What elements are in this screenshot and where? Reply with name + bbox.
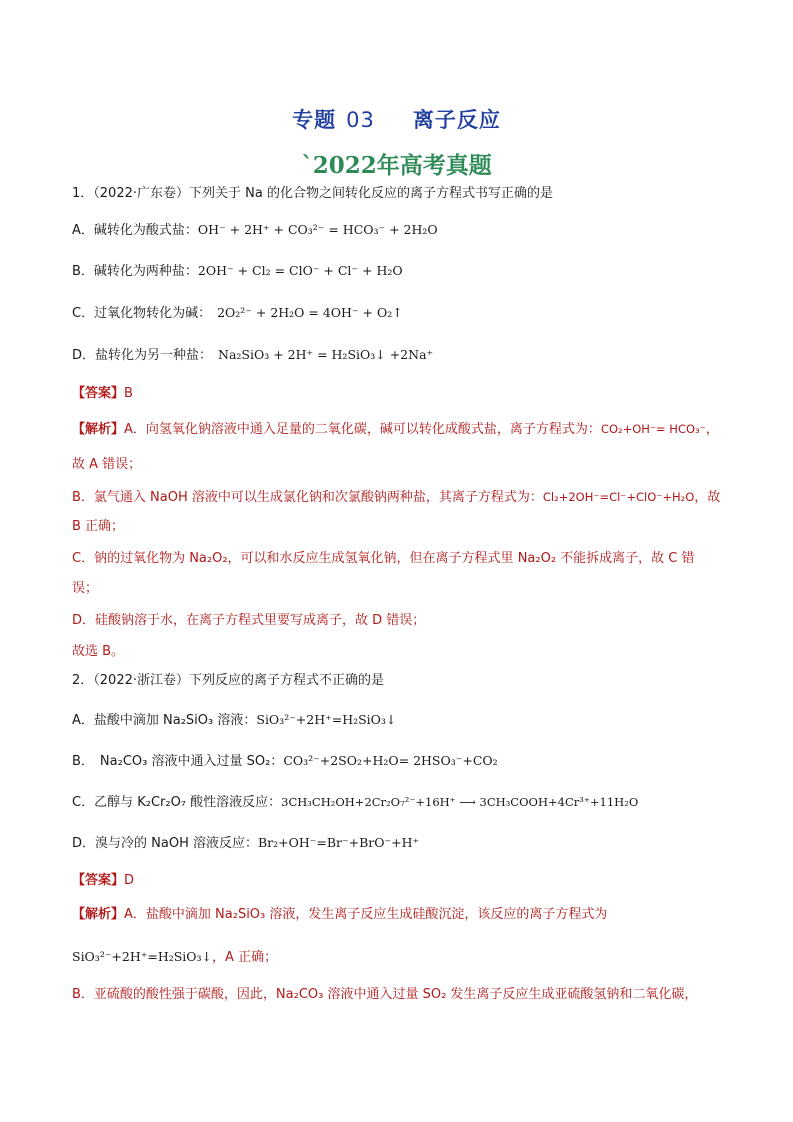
q1-option-c	[72, 304, 732, 323]
q2-option-a-label: A．盐酸中滴加 Na₂SiO₃ 溶液：	[72, 713, 257, 728]
q2-stem: 2．（2022·浙江卷）下列反应的离子方程式不正确的是	[72, 673, 384, 688]
q2-answer	[72, 872, 732, 890]
q2-analysis-a-equation: SiO₃²⁻+2H⁺=H₂SiO₃↓	[72, 949, 213, 964]
q1-stem: 1．（2022·广东卷）下列关于 Na 的化合物之间转化反应的离子方程式书写正确的是	[72, 186, 553, 201]
q2-option-c	[72, 793, 732, 812]
q1-analysis-a-end: ，	[705, 422, 719, 437]
q1-analysis-line-4: B 正确；	[72, 519, 125, 534]
q2-option-a-equation: SiO₃²⁻+2H⁺=H₂SiO₃↓	[256, 712, 397, 727]
q1-analysis-line-2: 故 A 错误；	[72, 457, 142, 472]
q2-option-b	[72, 752, 732, 771]
q2-analysis-line-1	[72, 906, 732, 924]
q2-analysis-a: A．盐酸中滴加 Na₂SiO₃ 溶液，发生离子反应生成硅酸沉淀，该反应的离子方程式为	[124, 907, 608, 922]
q1-analysis-b-equation: Cl₂+2OH⁻=Cl⁻+ClO⁻+H₂O	[542, 490, 695, 504]
q2-option-b-condition: Na₂CO₃ 溶液中通入过量 SO₂：	[99, 754, 284, 769]
q1-analysis-line-6: 误；	[72, 581, 99, 596]
q1-conclusion: 故选 B。	[72, 644, 125, 659]
q2-analysis-a-end: ，A 正确；	[212, 950, 278, 965]
title-prefix: 专题	[292, 108, 337, 132]
q2-option-d-label: D．溴与冷的 NaOH 溶液反应：	[72, 836, 258, 851]
title-main: 离子反应	[412, 108, 501, 132]
q1-option-c-label: C．过氧化物转化为碱：	[72, 306, 212, 321]
q2-option-a	[72, 711, 732, 730]
q1-option-a-label: A．碱转化为酸式盐：	[72, 223, 198, 238]
q1-answer-value: B	[124, 386, 133, 401]
q1-option-a	[72, 221, 732, 240]
title-number: 03	[346, 108, 375, 132]
q1-analysis-tag: 【解析】	[72, 422, 125, 437]
q1-analysis-b: B．氯气通入 NaOH 溶液中可以生成氯化钠和次氯酸钠两种盐，其离子方程式为：	[72, 490, 543, 505]
q2-option-d-equation: Br₂+OH⁻=Br⁻+BrO⁻+H⁺	[257, 835, 420, 850]
q1-analysis-line-3	[72, 488, 732, 507]
q2-answer-tag: 【答案】	[72, 873, 125, 888]
q1-analysis-line-5: C．钠的过氧化物为 Na₂O₂，可以和水反应生成氢氧化钠，但在离子方程式里 Na₂O₂ 不能拆成离子，故 C 错	[72, 551, 695, 566]
q1-analysis-a-equation: CO₂+OH⁻= HCO₃⁻	[600, 422, 706, 436]
q1-answer-tag: 【答案】	[72, 386, 125, 401]
q1-answer	[72, 385, 732, 403]
page-subtitle: `2022年高考真题	[301, 152, 492, 179]
q2-option-c-equation: 3CH₃CH₂OH+2Cr₂O₇²⁻+16H⁺ ⟶ 3CH₃COOH+4Cr³⁺+11H₂O	[281, 795, 639, 809]
q1-option-d-label: D．盐转化为另一种盐：	[72, 348, 213, 363]
page-title	[0, 104, 793, 134]
q1-option-d	[72, 346, 732, 365]
q1-analysis-b-end: ，故	[694, 490, 721, 505]
q2-option-b-label: B．	[72, 754, 94, 769]
q1-analysis-line-1	[72, 420, 732, 439]
q2-analysis-tag: 【解析】	[72, 907, 125, 922]
q2-option-d	[72, 834, 732, 853]
q2-analysis-line-2	[72, 948, 732, 967]
q1-analysis-a: A．向氢氧化钠溶液中通入足量的二氧化碳，碱可以转化成酸式盐，离子方程式为：	[124, 422, 601, 437]
q2-answer-value: D	[124, 873, 135, 888]
q1-analysis-line-7: D．硅酸钠溶于水，在离子方程式里要写成离子，故 D 错误；	[72, 613, 426, 628]
q1-option-a-equation: OH⁻ + 2H⁺ + CO₃²⁻ = HCO₃⁻ + 2H₂O	[197, 222, 438, 237]
q2-option-c-label: C．乙醇与 K₂Cr₂O₇ 酸性溶液反应：	[72, 795, 282, 810]
q1-option-b-equation: 2OH⁻ + Cl₂ = ClO⁻ + Cl⁻ + H₂O	[197, 263, 403, 278]
q1-option-b-label: B．碱转化为两种盐：	[72, 264, 198, 279]
q2-analysis-line-3: B．亚硫酸的酸性强于碳酸，因此，Na₂CO₃ 溶液中通入过量 SO₂ 发生离子反应生成亚硫酸氢钠和二氧化碳，	[72, 987, 698, 1002]
q1-option-d-equation: Na₂SiO₃ + 2H⁺ = H₂SiO₃↓ +2Na⁺	[218, 347, 434, 362]
q1-option-b	[72, 262, 732, 281]
q2-option-b-equation: CO₃²⁻+2SO₂+H₂O= 2HSO₃⁻+CO₂	[283, 753, 498, 768]
q1-option-c-equation: 2O₂²⁻ + 2H₂O = 4OH⁻ + O₂↑	[217, 305, 403, 320]
